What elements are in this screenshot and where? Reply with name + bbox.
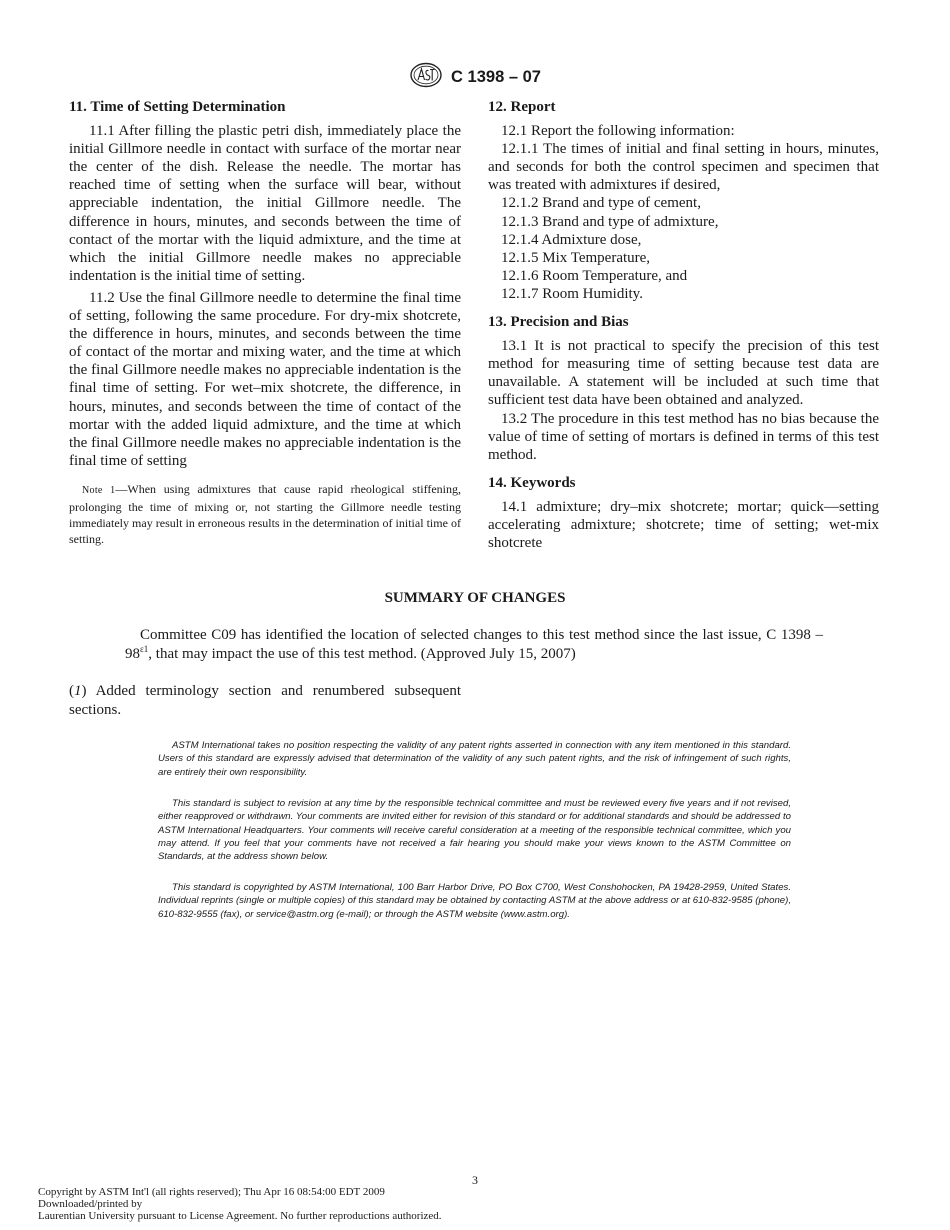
paragraph-13-2: 13.2 The procedure in this test method has no bias because the value of time of setting of mortars is defined in terms of this test method. [488, 410, 879, 463]
footer-line: Copyright by ASTM Int'l (all rights reserved); Thu Apr 16 08:54:00 EDT 2009 [38, 1186, 385, 1198]
standard-designation: C 1398 – 07 [451, 68, 541, 86]
note-1 [69, 481, 461, 547]
paragraph-11-2: 11.2 Use the final Gillmore needle to determine the final time of setting, following the same procedure. For dry-mix shotcrete, the difference in hours, minutes, and seconds between the time of contact of the mortar and mixing water, and the time at which the final Gillmore needle makes no appreciable indentation is the final time of setting. For wet–mix shotcrete, the difference, in hours, minutes, and seconds between the time of contact of the mortar with the added liquid admixture, and the time at which the final Gillmore needle makes no appreciable indentation is the final time of setting [69, 289, 461, 469]
revision-disclaimer: This standard is subject to revision at any time by the responsible technical committee and must be reviewed every five years and if not revised, either reapproved or withdrawn. Your comments are invited either for revision of this standard or for additional standards and should be addressed to ASTM International Headquarters. Your comments will receive careful consideration at a meeting of the responsible technical committee, which you may attend. If you feel that your comments have not received a fair hearing you should make your views known to the ASTM Committee on Standards, at the address shown below. [158, 798, 791, 863]
note-label: Note 1 [82, 484, 116, 496]
page-number: 3 [472, 1173, 478, 1187]
copyright-disclaimer: This standard is copyrighted by ASTM International, 100 Barr Harbor Drive, PO Box C700, West Conshohocken, PA 19428-2959, United States. Individual reprints (single or multiple copies) of this standard may be obtained by contacting ASTM at the above address or at 610-832-9585 (phone), 610-832-9555 (fax), or service@astm.org (e-mail); or through the ASTM website (www.astm.org). [158, 882, 791, 920]
summary-text-part-b: , that may impact the use of this test method. (Approved July 15, 2007) [148, 645, 576, 662]
change-item-number: 1 [74, 683, 82, 699]
paragraph-13-1: 13.1 It is not practical to specify the precision of this test method for measuring time of setting because test data are unavailable. A statement will be included at such time that sufficient test data have been obtained and analyzed. [488, 338, 879, 409]
change-item-text: Added terminology section and renumbered subsequent sections. [69, 683, 461, 718]
right-column [488, 98, 879, 552]
footer-line: Laurentian University pursuant to License Agreement. No further reproductions authorized. [38, 1210, 442, 1222]
section-title-13: 13. Precision and Bias [488, 314, 629, 331]
footer [38, 1186, 442, 1222]
report-line: 12.1.7 Room Humidity. [501, 285, 643, 302]
section-title-11: 11. Time of Setting Determination [69, 99, 286, 115]
summary-text-part-a: Committee C09 has identified the location of selected changes to this test method since the last issue, C 1398 – 98 [125, 627, 823, 662]
summary-superscript: ε1 [140, 643, 149, 654]
left-column [69, 98, 461, 547]
summary-of-changes-text [125, 626, 823, 663]
report-line: 12.1.2 Brand and type of cement, [501, 195, 701, 212]
note-text: —When using admixtures that cause rapid rheological stiffening, prolonging the time of mixing or, not starting the Gillmore needle testing immediately may result in erroneous results in the determination of initial time of setting. [69, 481, 461, 546]
report-line: 12.1.5 Mix Temperature, [501, 249, 651, 266]
astm-logo-icon [409, 62, 443, 93]
change-item: (1) Added terminology section and renumbered subsequent sections. [69, 683, 461, 718]
paragraph-14-1: 14.1 admixture; dry–mix shotcrete; mortar; quick—setting accelerating admixture; shotcrete; time of setting; wet-mix shotcrete [488, 498, 879, 552]
section-title-14: 14. Keywords [488, 474, 576, 491]
summary-of-changes-title: SUMMARY OF CHANGES [384, 590, 566, 606]
report-line: 12.1.1 The times of initial and final setting in hours, minutes, and seconds for both the control specimen and specimen that was treated with admixtures if desired, [488, 141, 879, 194]
paragraph-11-1: 11.1 After filling the plastic petri dish, immediately place the initial Gillmore needle in contact with surface of the mortar near the center of the dish. Release the needle. The mortar has reached time of setting when the surface will bear, without appreciable indentation, the initial Gillmore needle. The difference in hours, minutes, and seconds between the time of contact of the mortar with the liquid admixture, and the time at which the initial Gillmore needle makes no appreciable indentation is the initial time of setting. [69, 123, 461, 284]
footer-line: Downloaded/printed by [38, 1198, 143, 1210]
section-title-12: 12. Report [488, 99, 556, 115]
report-line: 12.1 Report the following information: [501, 123, 735, 140]
report-line: 12.1.4 Admixture dose, [501, 231, 642, 248]
page-header [0, 62, 950, 93]
patent-disclaimer: ASTM International takes no position respecting the validity of any patent rights asserted in connection with any item mentioned in this standard. Users of this standard are expressly advised that determination of the validity of any such patent rights, and the risk of infringement of such rights, are entirely their own responsibility. [158, 740, 791, 778]
report-line: 12.1.6 Room Temperature, and [501, 267, 688, 284]
report-line: 12.1.3 Brand and type of admixture, [501, 213, 719, 230]
